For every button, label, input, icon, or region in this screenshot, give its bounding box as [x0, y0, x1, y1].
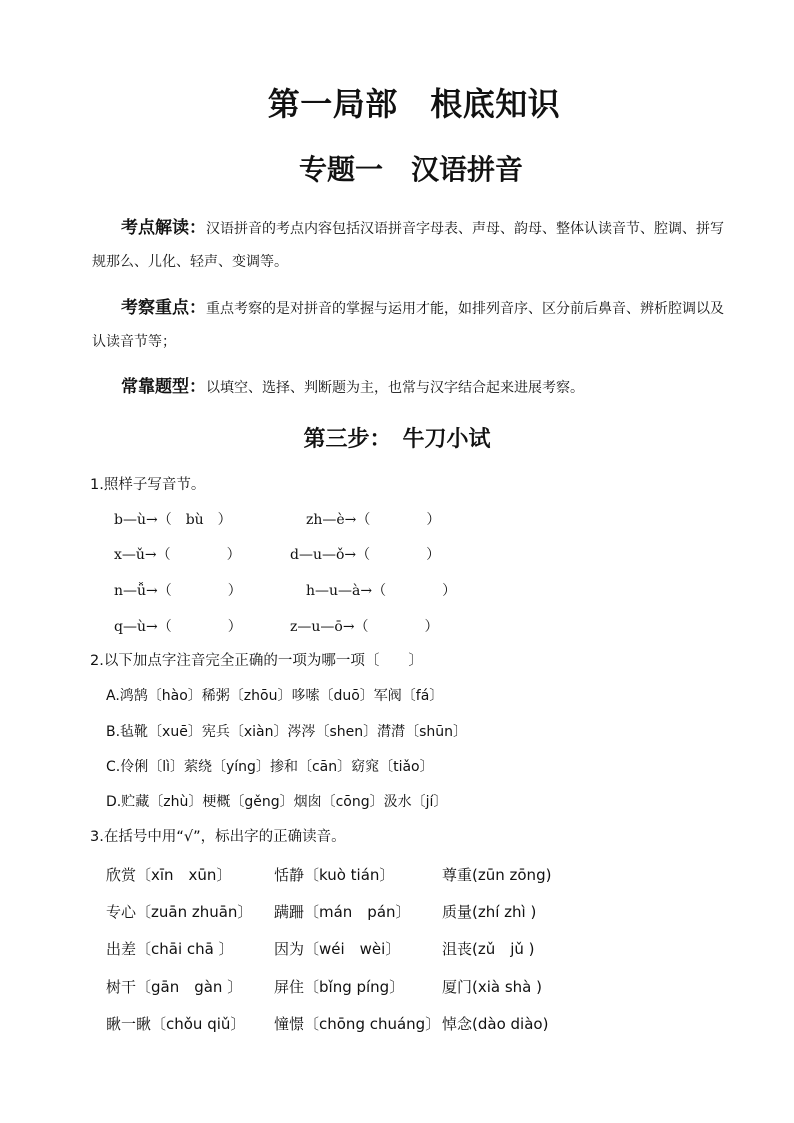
q2-option-a: A.鸿鹄〔hào〕稀粥〔zhōu〕哆嗦〔duō〕军阀〔fá〕: [106, 688, 444, 704]
q3-word: 瞅一瞅〔chǒu qiǔ〕: [106, 1015, 246, 1033]
intro-text: 汉语拼音的考点内容包括汉语拼音字母表、声母、韵母、整体认读音节、腔调、拼写规那么、儿化、轻声、变调等。: [92, 221, 724, 270]
q1-item: z—u—ō→（ ）: [290, 619, 439, 635]
q3-word: 憧憬〔chōng chuáng〕: [274, 1015, 441, 1033]
intro-text: 重点考察的是对拼音的掌握与运用才能，如排列音序、区分前后鼻音、辨析腔调以及认读音节等；: [92, 301, 724, 350]
q2-option-c: C.伶俐〔lì〕萦绕〔yíng〕掺和〔cān〕窈窕〔tiǎo〕: [106, 759, 434, 775]
intro-label: 考点解读：: [121, 218, 206, 238]
intro-paragraph-key-focus: [92, 292, 732, 359]
q3-word: 专心〔zuān zhuān〕: [106, 903, 253, 921]
q3-word: 恬静〔kuò tián〕: [274, 866, 395, 884]
q3-word: 蹒跚〔mán pán〕: [274, 903, 411, 921]
q3-word: 欣赏〔xīn xūn〕: [106, 866, 232, 884]
q1-item: d—u—ǒ→（ ）: [290, 547, 441, 563]
question-3-prompt: 3.在括号中用“√”，标出字的正确读音。: [90, 829, 346, 845]
q1-item: zh—è→（ ）: [306, 512, 441, 528]
q1-item: q—ù→（ ）: [114, 619, 242, 635]
q1-item: x—ǔ→（ ）: [114, 547, 241, 563]
q3-word: 屏住〔bǐng píng〕: [274, 978, 405, 996]
q2-option-b: B.毡靴〔xuē〕宪兵〔xiàn〕涔涔〔shen〕潸潸〔shūn〕: [106, 724, 468, 740]
q3-word: 厦门(xià shà ): [442, 978, 542, 996]
intro-paragraph-exam-points: [92, 212, 732, 279]
q2-option-d: D.贮藏〔zhù〕梗概〔gěng〕烟囱〔cōng〕汲水〔jí〕: [106, 794, 448, 810]
q3-word: 质量(zhí zhì ): [442, 903, 537, 921]
q3-word: 因为〔wéi wèi〕: [274, 940, 401, 958]
q1-item: n—ǚ→（ ）: [114, 583, 242, 599]
step-title: 第三步： 牛刀小试: [303, 426, 491, 452]
question-2-prompt: 2.以下加点字注音完全正确的一项为哪一项〔 〕: [90, 653, 423, 669]
q3-word: 尊重(zūn zōng): [442, 866, 552, 884]
topic-title: 专题一 汉语拼音: [298, 153, 523, 186]
q1-item: b—ù→（ bù ）: [114, 512, 232, 528]
part-title: 第一局部 根底知识: [267, 85, 561, 123]
q3-word: 树干〔gān gàn 〕: [106, 978, 243, 996]
question-1-prompt: 1.照样子写音节。: [90, 477, 206, 493]
intro-label: 常靠题型：: [121, 377, 206, 397]
intro-paragraph-question-types: [92, 371, 732, 405]
q3-word: 悼念(dào diào): [442, 1015, 549, 1033]
q3-word: 沮丧(zǔ jǔ ): [442, 940, 535, 958]
intro-text: 以填空、选择、判断题为主，也常与汉字结合起来进展考察。: [206, 380, 584, 396]
q3-word: 出差〔chāi chā 〕: [106, 940, 234, 958]
q1-item: h—u—à→（ ）: [306, 583, 457, 599]
intro-label: 考察重点：: [121, 298, 206, 318]
